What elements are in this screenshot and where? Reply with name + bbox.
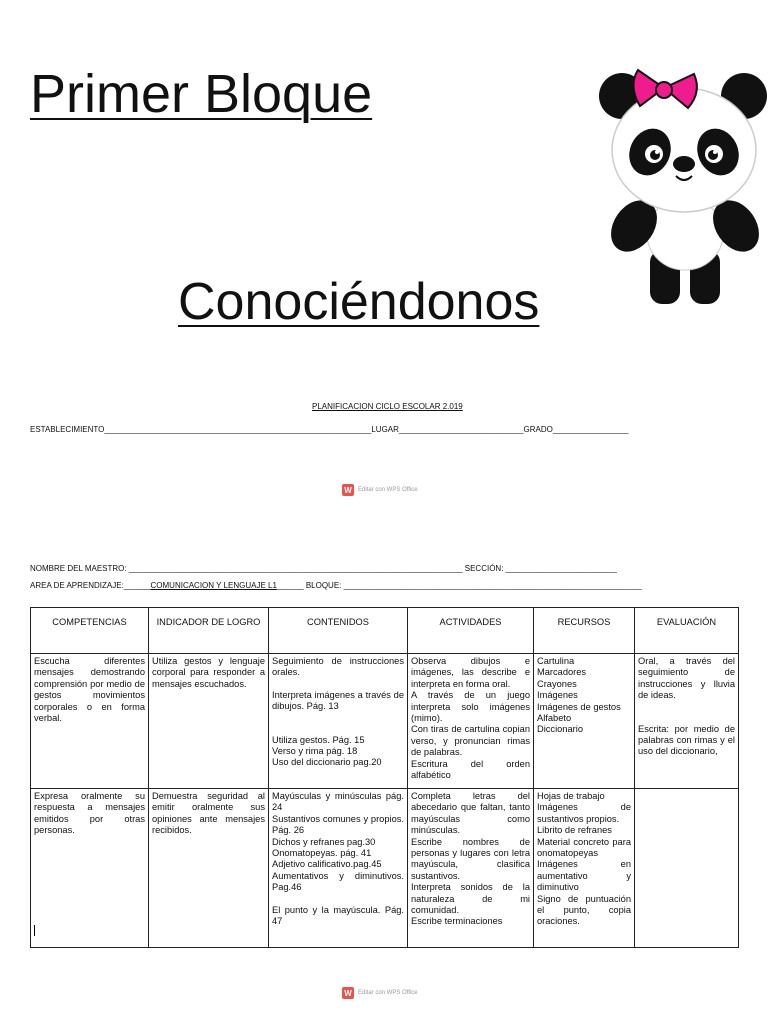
establecimiento-line: ESTABLECIMIENTO____________________________________________________________LUGAR____________________________GRADO_________________ bbox=[30, 425, 629, 434]
cell-line: A través de un juego interpreta solo imágenes (mimo). bbox=[411, 690, 530, 724]
cell-recursos bbox=[534, 789, 635, 948]
wps-watermark bbox=[342, 484, 418, 496]
cell-line: Interpreta sonidos de la naturaleza de mi comunidad. bbox=[411, 882, 530, 916]
area-suffix: ______ BLOQUE: ___________________________________________________________________ bbox=[276, 581, 642, 590]
line-gap bbox=[272, 894, 404, 905]
cell-line: Imágenes en aumentativo y diminutivo bbox=[537, 859, 631, 893]
cell-line: Con tiras de cartulina copian verso, y pronuncian rimas de palabras. bbox=[411, 724, 530, 758]
line-gap bbox=[272, 679, 404, 690]
cell-line: Onomatopeyas. pág. 41 bbox=[272, 848, 372, 859]
header-contenidos: CONTENIDOS bbox=[269, 608, 408, 654]
table-header-row bbox=[31, 608, 739, 654]
cell-line: Imágenes de sustantivos propios. bbox=[537, 802, 631, 824]
text-cursor bbox=[34, 925, 35, 936]
header-evaluacion: EVALUACIÓN bbox=[635, 608, 739, 654]
cell-line: Crayones bbox=[537, 678, 577, 689]
wps-logo-icon: W bbox=[342, 987, 354, 999]
cell-line: Interpreta imágenes a través de dibujos. Pág. 13 bbox=[272, 689, 404, 712]
header-indicador: INDICADOR DE LOGRO bbox=[149, 608, 269, 654]
cell-line: Aumentativos y diminutivos. Pag.46 bbox=[272, 870, 404, 893]
cell-line: El punto y la mayúscula. Pág. 47 bbox=[272, 904, 404, 927]
planning-table bbox=[30, 607, 739, 948]
wps-watermark-text: Editar con WPS Office bbox=[358, 990, 418, 996]
cell-competencia: Escucha diferentes mensajes demostrando comprensión por medio de gestos movimientos corporales o en forma verbal. bbox=[31, 654, 149, 789]
header-recursos: RECURSOS bbox=[534, 608, 635, 654]
wps-watermark-text: Editar con WPS Office bbox=[358, 487, 418, 493]
cell-line: Uso del diccionario pag.20 bbox=[272, 757, 382, 768]
cell-line: Escritura del orden alfabético bbox=[411, 758, 530, 781]
area-line bbox=[30, 581, 642, 591]
line-gap bbox=[272, 713, 404, 724]
header-competencias: COMPETENCIAS bbox=[31, 608, 149, 654]
cell-line: Escribe terminaciones bbox=[411, 916, 503, 927]
cell-evaluacion bbox=[635, 654, 739, 789]
cell-line: Signo de puntuación el punto, copia oraciones. bbox=[537, 893, 631, 927]
cell-line: Imágenes bbox=[537, 690, 578, 701]
cell-recursos bbox=[534, 654, 635, 789]
wps-watermark bbox=[342, 987, 418, 999]
line-gap bbox=[272, 724, 404, 735]
cell-line: Alfabeto bbox=[537, 713, 572, 724]
cell-line: Cartulina bbox=[537, 656, 575, 666]
wps-logo-icon: W bbox=[342, 484, 354, 496]
table-row bbox=[31, 654, 739, 789]
line-gap bbox=[638, 702, 735, 713]
header-actividades: ACTIVIDADES bbox=[408, 608, 534, 654]
cell-indicador: Utiliza gestos y lenguaje corporal para responder a mensajes escuchados. bbox=[149, 654, 269, 789]
cell-line: Librito de refranes bbox=[537, 825, 612, 836]
page-subtitle: Conociéndonos bbox=[178, 273, 540, 331]
cell-line: Sustantivos comunes y propios. Pág. 26 bbox=[272, 813, 404, 836]
page-title: Primer Bloque bbox=[30, 64, 373, 124]
plan-title: PLANIFICACION CICLO ESCOLAR 2.019 bbox=[312, 402, 463, 411]
cell-line: Material concreto para onomatopeyas bbox=[537, 836, 631, 859]
cell-line: Observa dibujos e imágenes, las describe e interpreta en forma oral. bbox=[411, 656, 530, 689]
cell-actividades bbox=[408, 789, 534, 948]
area-prefix: AREA DE APRENDIZAJE:______ bbox=[30, 581, 151, 590]
cell-line: Seguimiento de instrucciones orales. bbox=[272, 656, 404, 678]
cell-contenidos bbox=[269, 789, 408, 948]
cell-line: Escribe nombres de personas y lugares con letra mayúscula, clasifica sustantivos. bbox=[411, 836, 530, 881]
cell-line: Escrita: por medio de palabras con rimas y el uso del diccionario, bbox=[638, 723, 735, 757]
area-value: COMUNICACION Y LENGUAJE L1 bbox=[150, 581, 277, 590]
cell-line: Marcadores bbox=[537, 667, 587, 678]
cell-line: Verso y rima pág. 18 bbox=[272, 746, 358, 757]
cell-line: Oral, a través del seguimiento de instrucciones y lluvia de ideas. bbox=[638, 656, 735, 701]
cell-line: Hojas de trabajo bbox=[537, 791, 605, 801]
cell-indicador: Demuestra seguridad al emitir oralmente sus opiniones ante mensajes recibidos. bbox=[149, 789, 269, 948]
panda-illustration bbox=[598, 66, 768, 310]
cell-line: Imágenes de gestos bbox=[537, 701, 621, 712]
line-gap bbox=[638, 713, 735, 724]
cell-line: Diccionario bbox=[537, 724, 583, 735]
cell-line: Dichos y refranes pag.30 bbox=[272, 836, 376, 847]
cell-evaluacion bbox=[635, 789, 739, 948]
table-row bbox=[31, 789, 739, 948]
cell-line: Completa letras del abecedario que faltan, tanto mayúsculas como minúsculas. bbox=[411, 791, 530, 836]
cell-line: Adjetivo calificativo.pag.45 bbox=[272, 859, 382, 870]
cell-contenidos bbox=[269, 654, 408, 789]
cell-line: Mayúsculas y minúsculas pág. 24 bbox=[272, 791, 404, 813]
cell-actividades bbox=[408, 654, 534, 789]
cell-competencia: Expresa oralmente su respuesta a mensajes emitidos por otras personas. bbox=[31, 789, 149, 948]
maestro-line: NOMBRE DEL MAESTRO: ___________________________________________________________________________ SECCIÓN: _________________________ bbox=[30, 564, 617, 573]
cell-line: Utiliza gestos. Pág. 15 bbox=[272, 734, 365, 745]
